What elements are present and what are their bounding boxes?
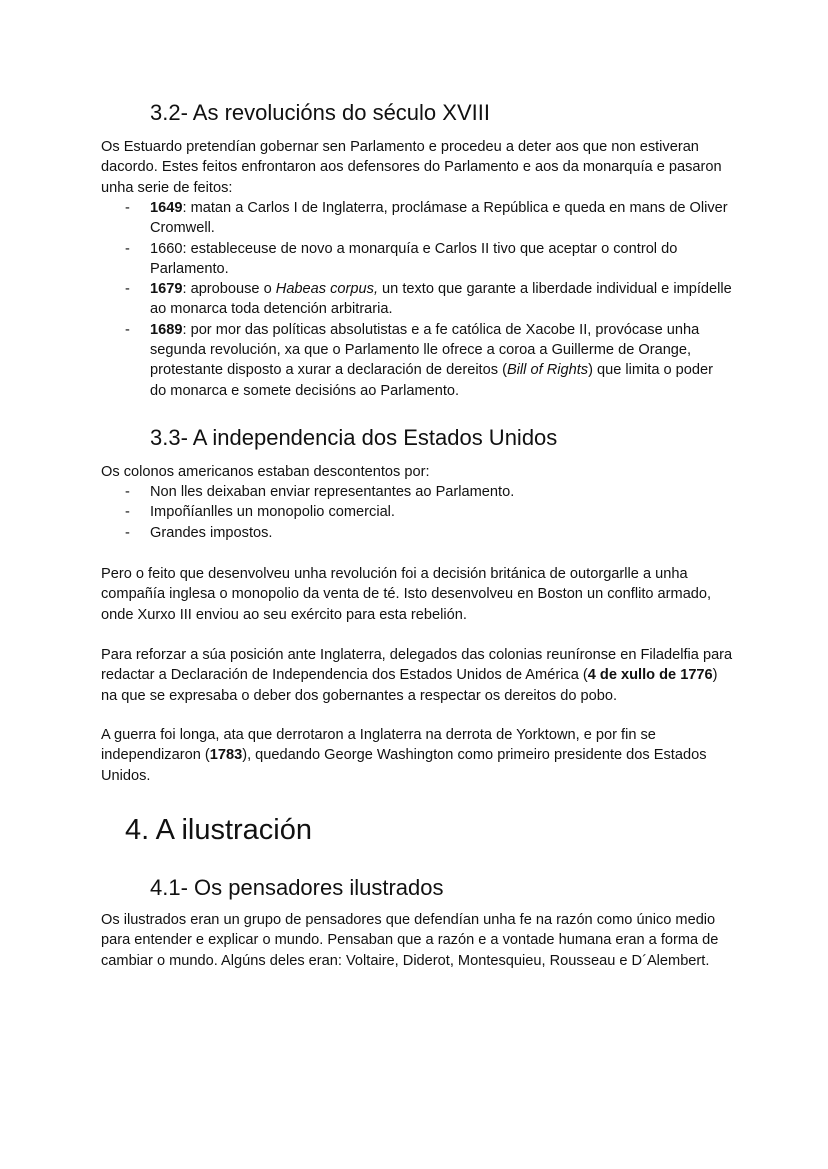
year-1649: 1649 — [150, 200, 183, 216]
section-4-1-paragraph: Os ilustrados eran un grupo de pensadores que defendían unha fe na razón como único medio para entender e explicar o mundo. Pensaban que a razón e a vontade humana eran a forma de cambiar o mundo. Algúns deles eran: Voltaire, Diderot, Montesquieu, Rousseau e D´Alembert. — [101, 912, 719, 969]
list-item: - Impoñíanlles un monopolio comercial. — [101, 502, 733, 522]
section-3-2-list — [101, 198, 733, 401]
year-1689: 1689 — [150, 321, 183, 338]
section-3-3-paragraph-2: Para reforzar a súa posición ante Inglaterra, delegados das colonias reuníronse en Filadelfia para redactar a Declaración de Independencia dos Estados Unidos de América (4 de xullo de 1776) na que se expresaba o deber dos gobernantes a respectar os dereitos do pobo. — [101, 647, 733, 704]
section-3-3-paragraph-3: A guerra foi longa, ata que derrotaron a Inglaterra na derrota de Yorktown, e por fin se independizaron (1783), quedando George Washington como primeiro presidente dos Estados Unidos. — [101, 727, 707, 784]
section-4-heading: 4. A ilustración — [125, 814, 312, 846]
year-1679: 1679 — [150, 281, 183, 298]
year-1783: 1783 — [209, 747, 243, 764]
habeas-corpus-term: Habeas corpus, — [275, 281, 378, 298]
list-item: - 1679: aprobouse o Habeas corpus, un texto que garante a liberdade individual e impídelle ao monarca toda detención arbitraria. — [101, 279, 733, 320]
date-4-july-1776: 4 de xullo de 1776 — [587, 667, 713, 684]
list-item: - 1649: matan a Carlos I de Inglaterra, proclámase a República e queda en mans de Oliver Cromwell. — [101, 198, 733, 239]
list-item: - 1660: estableceuse de novo a monarquía e Carlos II tivo que aceptar o control do Parlamento. — [101, 239, 733, 280]
section-4-1-heading: 4.1- Os pensadores ilustrados — [150, 875, 444, 900]
section-3-3-list — [101, 482, 733, 543]
list-item: - Non lles deixaban enviar representantes ao Parlamento. — [101, 482, 733, 502]
section-3-3-intro: Os colonos americanos estaban descontentos por: — [101, 464, 430, 480]
section-3-2-intro: Os Estuardo pretendían gobernar sen Parlamento e procedeu a deter aos que non estiveran dacordo. Estes feitos enfrontaron aos defensores do Parlamento e aos da monarquía e pasaron unha serie de feitos: — [101, 139, 722, 196]
section-3-2-heading: 3.2- As revolucións do século XVIII — [150, 100, 490, 125]
list-item: - 1689: por mor das políticas absolutistas e a fe católica de Xacobe II, provócase unha segunda revolución, xa que o Parlamento lle ofrece a coroa a Guillerme de Orange, protestante disposto a xurar a declaración de dereitos (Bill of Rights) que limita o poder do monarca e somete decisións ao Parlamento. — [101, 320, 733, 401]
list-item: - Grandes impostos. — [101, 523, 733, 543]
section-3-3-paragraph-1: Pero o feito que desenvolveu unha revolución foi a decisión británica de outorgarlle a unha compañía inglesa o monopolio da venta de té. Isto desenvolveu en Boston un conflito armado, onde Xurxo III enviou ao seu exército para esta rebelión. — [101, 566, 712, 623]
bill-of-rights-term: Bill of Rights — [506, 362, 589, 379]
section-3-3-heading: 3.3- A independencia dos Estados Unidos — [150, 425, 558, 450]
